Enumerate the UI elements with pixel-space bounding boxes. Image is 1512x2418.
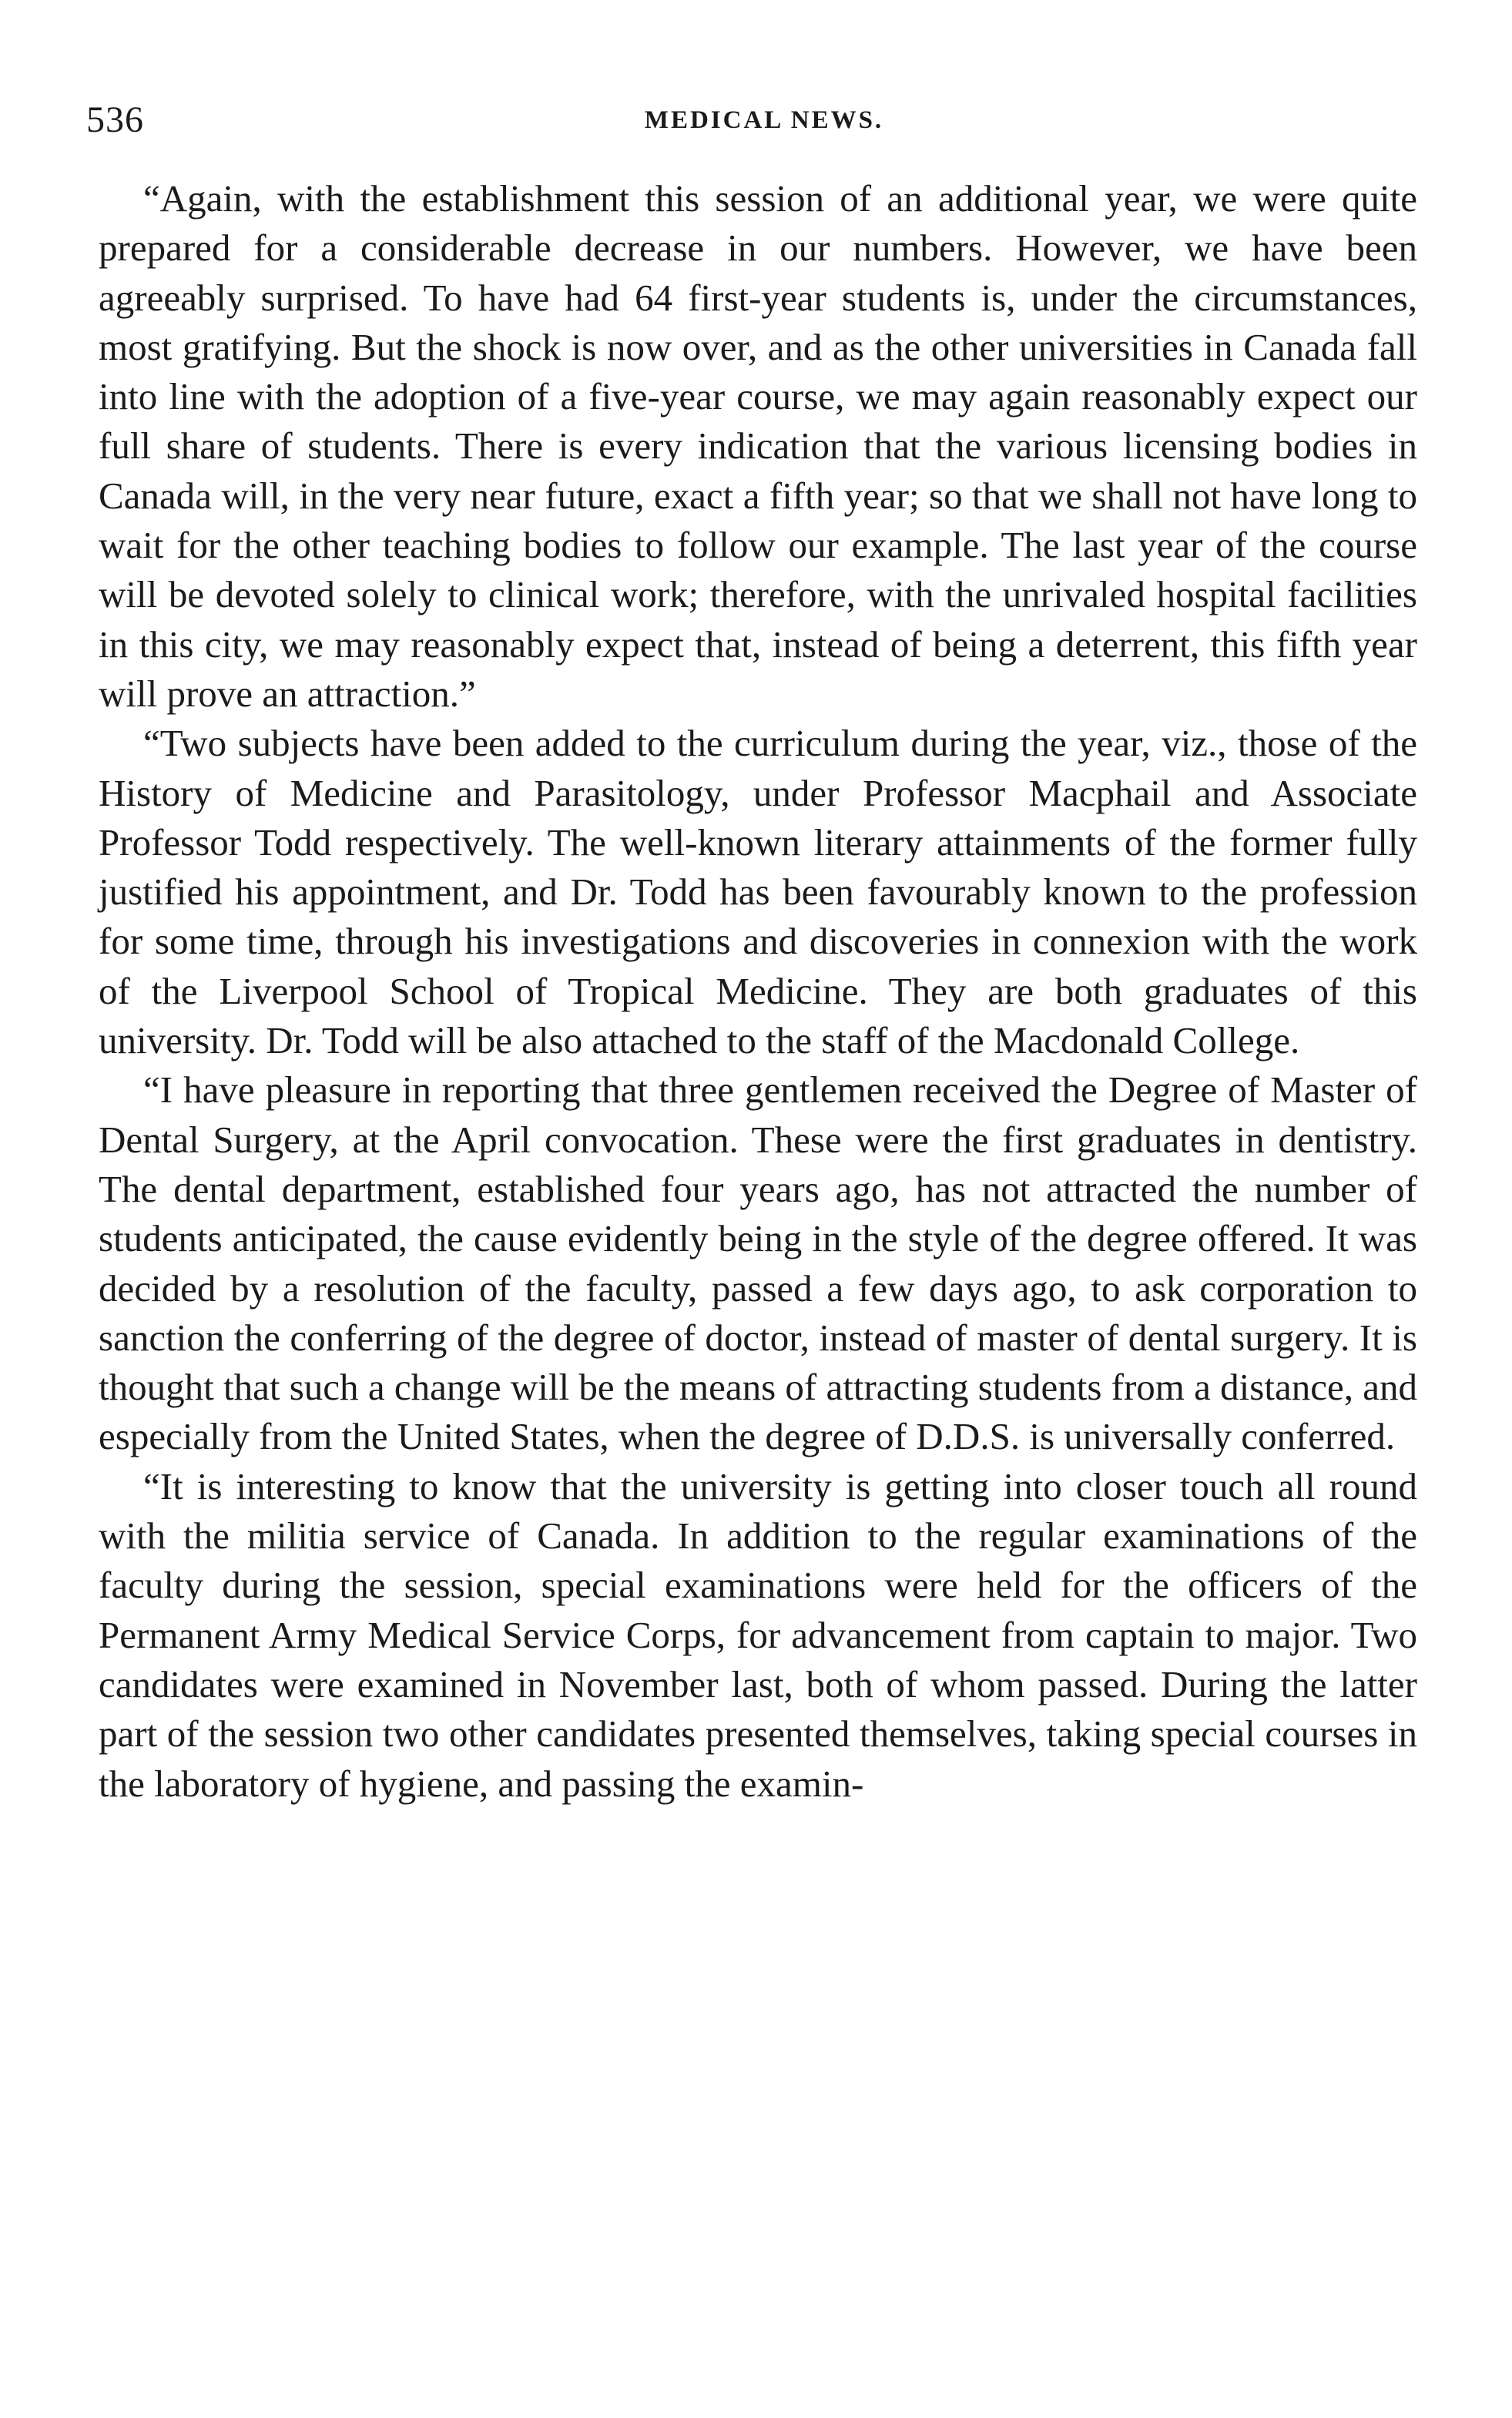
running-head: MEDICAL NEWS. bbox=[644, 106, 884, 134]
paragraph-additional-year: “Again, with the establishment this session of an additional year, we were quite prepared for a considerable decrease in our numbers. However, we have been agreeably surprised. To have had 64 first-year students is, under the circumstances, most gratifying. But the shock is now over, and as the other universities in Canada fall into line with the adoption of a five-year course, we may again reasonably expect our full share of students. There is every indication that the various licensing bodies in Canada will, in the very near future, exact a fifth year; so that we shall not have long to wait for the other teaching bodies to follow our example. The last year of the course will be devoted solely to clinical work; therefore, with the unrivaled hospital facilities in this city, we may reasonably expect that, instead of being a deterrent, this fifth year will prove an attraction.” bbox=[99, 177, 1417, 715]
article-body bbox=[99, 174, 1417, 1809]
paragraph-dental-degree: “I have pleasure in reporting that three gentlemen received the Degree of Master of Dental Surgery, at the April convocation. These were the first graduates in dentistry. The dental department, established four years ago, has not attracted the number of students anticipated, the cause evidently being in the style of the degree offered. It was decided by a resolution of the faculty, passed a few days ago, to ask corporation to sanction the conferring of the degree of doctor, instead of master of dental surgery. It is thought that such a change will be the means of attracting students from a distance, and especially from the United States, when the degree of D.D.S. is universally conferred. bbox=[99, 1068, 1417, 1458]
page-number: 536 bbox=[86, 99, 144, 140]
paragraph-new-subjects: “Two subjects have been added to the curriculum during the year, viz., those of the History of Medicine and Parasitology, under Professor Macphail and Associate Professor Todd respectively. The well-known literary attainments of the former fully justified his appointment, and Dr. Todd has been favourably known to the profession for some time, through his investigations and discoveries in connexion with the work of the Liverpool School of Tropical Medicine. They are both graduates of this university. Dr. Todd will be also attached to the staff of the Macdonald College. bbox=[99, 722, 1417, 1062]
page-header bbox=[86, 99, 1442, 145]
paragraph-militia-service: “It is interesting to know that the university is getting into closer touch all round with the militia service of Canada. In addition to the regular examinations of the faculty during the session, special examinations were held for the officers of the Permanent Army Medical Service Corps, for advancement from captain to major. Two candidates were examined in November last, both of whom passed. During the latter part of the session two other candidates presented themselves, taking special courses in the laboratory of hygiene, and passing the examin- bbox=[99, 1464, 1417, 1805]
